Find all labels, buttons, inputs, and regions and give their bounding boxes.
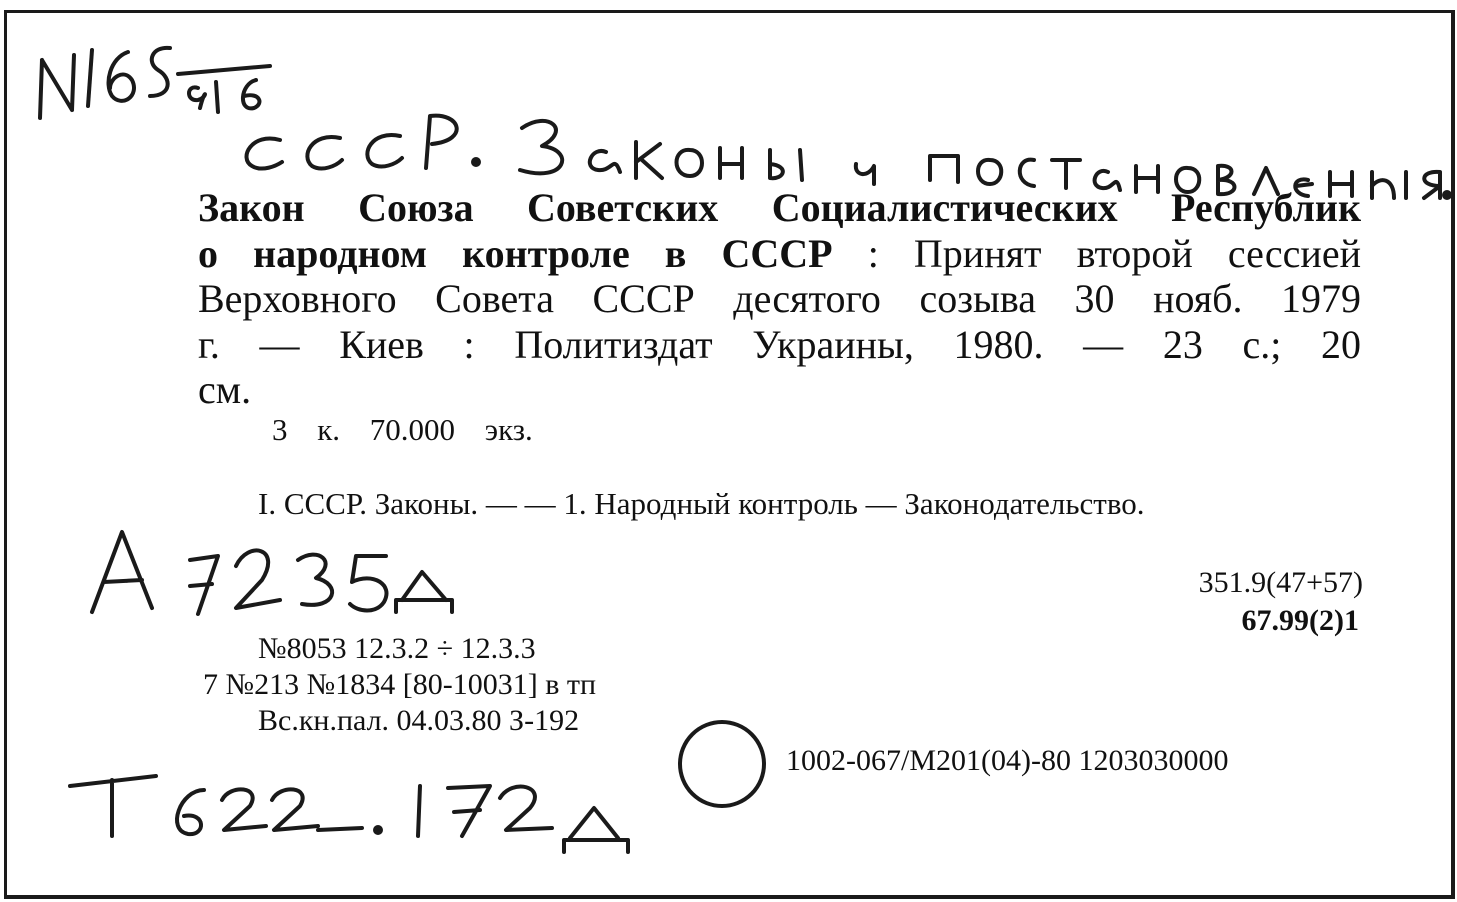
title-line-3: Верховного Совета СССР десятого созыва 30 нояб. 1979: [198, 276, 1361, 321]
classification-udc: 351.9(47+57): [1198, 566, 1363, 599]
title-line-4: г. — Киев : Политиздат Украины, 1980. — 23 с.; 20: [198, 321, 1361, 367]
tech-line-1: №8053 12.3.2 ÷ 12.3.3: [258, 632, 536, 665]
title-line-2-rest: : Принят второй сессией: [832, 230, 1361, 276]
title-line-1: Закон Союза Советских Социалистических Республик: [198, 185, 1361, 230]
order-code: 1002-067/М201(04)-80 1203030000: [786, 744, 1229, 777]
title-line-2: [198, 231, 1361, 277]
tech-line-2: 7 №213 №1834 [80-10031] в тп: [203, 668, 597, 701]
title-line-2-bold: о народном контроле в СССР: [198, 230, 833, 276]
title-line-5: см.: [198, 367, 252, 412]
catalog-card: [4, 10, 1455, 899]
subject-tracings: I. СССР. Законы. — — 1. Народный контроль — Законодательство.: [258, 486, 1145, 521]
classification-bbk: 67.99(2)1: [1241, 604, 1359, 637]
bibliographic-entry: [198, 185, 1361, 413]
price-print-run: 3 к. 70.000 экз.: [272, 412, 533, 447]
tech-line-3: Вс.кн.пал. 04.03.80 З-192: [258, 704, 580, 737]
